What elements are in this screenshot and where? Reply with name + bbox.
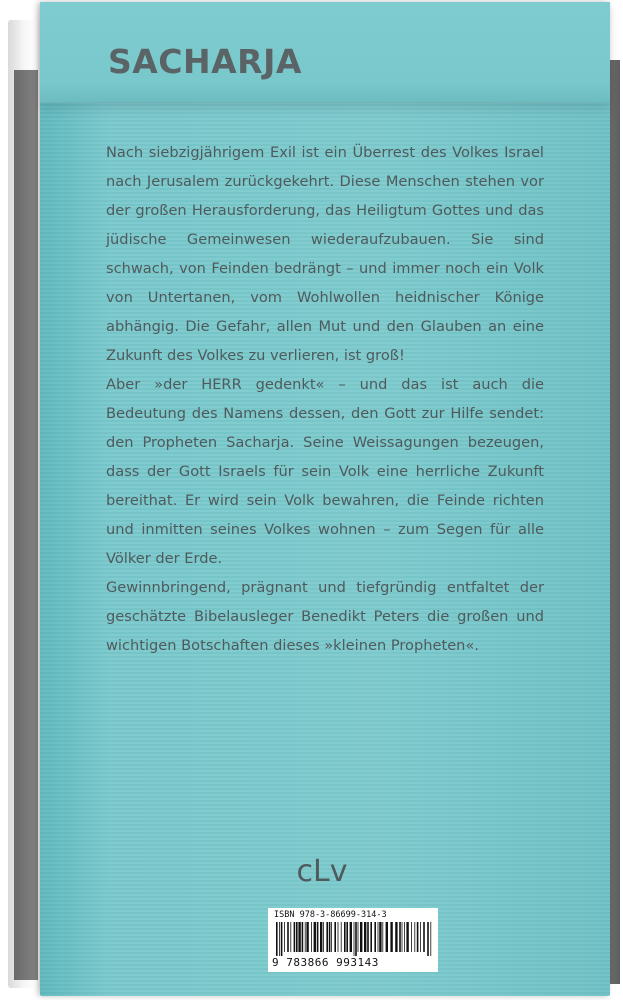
back-cover	[40, 2, 610, 996]
barcode-bar	[338, 922, 339, 952]
barcode-bar	[344, 922, 346, 952]
blurb-paragraph: Aber »der HERR gedenkt« – und das ist auch die Bedeutung des Namens dessen, den Gott zur Hilfe sendet: den Propheten Sacharja. Seine Weissagungen bezeugen, dass der Gott Israels für sein Volk eine herrliche Zukunft bereithat. Er wird sein Volk bewahren, die Feinde richten und inmitten seines Volkes wohnen – zum Segen für alle Völker der Erde.	[106, 376, 544, 567]
barcode-bar	[411, 922, 412, 952]
barcode-bar	[382, 922, 383, 952]
barcode-bar	[284, 922, 285, 952]
barcode-bar	[395, 922, 397, 952]
barcode-bar	[302, 922, 304, 952]
cover-header-band	[40, 2, 610, 103]
ean-digits: 9 783866 993143	[272, 956, 379, 969]
barcode-bar	[367, 922, 369, 952]
book-spine-edge	[14, 70, 38, 980]
book-title: SACHARJA	[108, 42, 302, 81]
barcode-bar	[358, 922, 359, 952]
publisher-logo-text: cLv	[296, 854, 348, 889]
barcode-bar	[329, 922, 331, 952]
barcode-bar	[346, 922, 348, 952]
barcode-bar	[317, 922, 319, 952]
barcode-bar	[420, 922, 421, 952]
blurb-paragraph: Gewinnbringend, prägnant und tiefgründig entfaltet der geschätzte Bibelausleger Benedikt Peters die großen und wichtigen Botschaften dieses »kleinen Propheten«.	[106, 579, 544, 654]
barcode-bar	[276, 922, 278, 956]
barcode-bar	[298, 922, 300, 952]
barcode-bar	[279, 922, 280, 956]
barcode-bar	[386, 922, 388, 952]
barcode-bar	[374, 922, 376, 952]
barcode-bar	[404, 922, 405, 952]
barcode-bar	[355, 922, 357, 956]
barcode-bar	[341, 922, 342, 952]
barcode-bar	[364, 922, 366, 952]
publisher-logo	[292, 852, 352, 892]
blurb-paragraph: Nach siebzigjährigem Exil ist ein Überrest des Volkes Israel nach Jerusalem zurückgekehrt. Diese Menschen stehen vor der großen Herausforderung, das Heiligtum Gottes und das jüdische Gemeinwesen wiederaufzubauen. Sie sind schwach, von Feinden bedrängt – und immer noch ein Volk von Untertanen, vom Wohlwollen heidnischer Könige abhängig. Die Gefahr, allen Mut und den Glauben an eine Zukunft des Volkes zu verlieren, ist groß!	[106, 144, 544, 364]
barcode-bar	[290, 922, 291, 952]
barcode-bar	[390, 922, 392, 952]
barcode-bar	[331, 922, 332, 952]
barcode-bar	[370, 922, 372, 952]
barcode-bar	[379, 922, 381, 952]
barcode-bar	[406, 922, 408, 952]
barcode-bar	[354, 922, 355, 956]
isbn-number: ISBN 978-3-86699-314-3	[274, 910, 387, 920]
blurb-text	[106, 138, 544, 660]
barcode-bar	[423, 922, 425, 952]
barcode-bar	[414, 922, 415, 952]
barcode-bar	[350, 922, 352, 952]
barcode-bar	[296, 922, 298, 952]
barcode-bar	[305, 922, 306, 952]
barcode-bar	[360, 922, 362, 952]
barcode-bar	[402, 922, 403, 952]
barcode-bar	[320, 922, 322, 952]
barcode-bar	[287, 922, 289, 952]
barcode-bar	[334, 922, 336, 952]
barcode-bar	[326, 922, 328, 952]
barcode-bar	[430, 922, 431, 956]
barcode-bar	[311, 922, 312, 952]
barcode-bar	[378, 922, 379, 952]
barcode-bar	[306, 922, 308, 952]
barcode-label	[268, 908, 438, 972]
barcode-bar	[281, 922, 283, 956]
barcode-bar	[399, 922, 401, 952]
barcode-icon	[274, 922, 434, 956]
barcode-bar	[417, 922, 419, 952]
barcode-bar	[314, 922, 316, 952]
barcode-bar	[294, 922, 296, 952]
barcode-bar	[427, 922, 429, 956]
barcode-bar	[323, 922, 324, 952]
